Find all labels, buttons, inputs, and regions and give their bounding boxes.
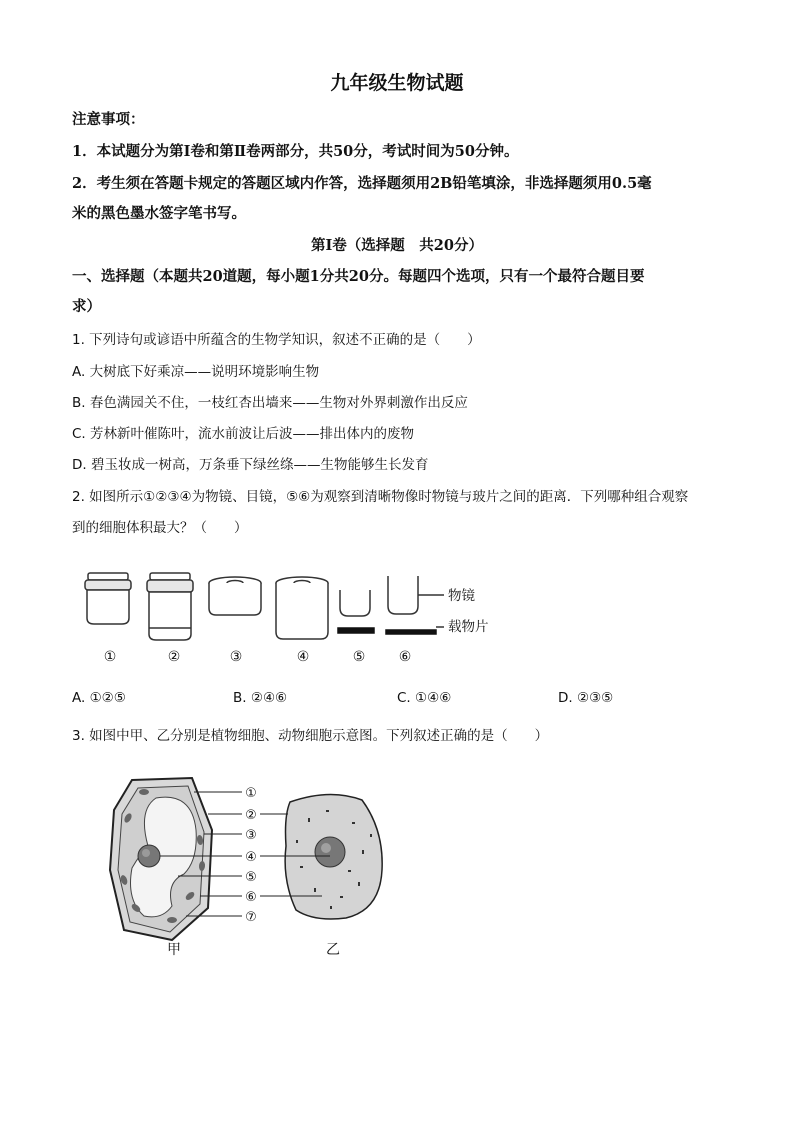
cell-label-1: ① [245, 786, 257, 801]
note-item-1: 1．本试题分为第Ⅰ卷和第Ⅱ卷两部分，共50分，考试时间为50分钟。 [72, 143, 519, 160]
label-objective: 物镜 [448, 588, 475, 604]
animal-cell-label: 乙 [326, 942, 340, 958]
notes-heading: 注意事项： [72, 111, 145, 128]
q1-option-a: A. 大树底下好乘凉——说明环境影响生物 [72, 364, 320, 380]
cell-label-6: ⑥ [245, 890, 257, 905]
q2-option-b: B. ②④⑥ [233, 690, 288, 706]
q1-option-c: C. 芳林新叶催陈叶，流水前波让后波——排出体内的废物 [72, 426, 415, 442]
lens-4 [276, 577, 328, 639]
section-instructions-line-2: 求） [72, 298, 101, 315]
lens-label-2: ② [167, 649, 181, 665]
animal-cell [285, 794, 382, 919]
cell-label-2: ② [245, 808, 257, 823]
section-instructions-line-1: 一、选择题（本题共20道题，每小题1分共20分。每题四个选项，只有一个最符合题目要 [72, 268, 645, 285]
q2-stem-line-2: 到的细胞体积最大？（ ） [72, 520, 248, 536]
plant-cell-label: 甲 [167, 942, 181, 958]
section-title: 第Ⅰ卷（选择题 共20分） [311, 237, 483, 254]
note-item-2-line-2: 米的黑色墨水签字笔书写。 [72, 205, 246, 222]
distance-5 [338, 590, 374, 633]
cell-diagram-figure [100, 770, 400, 960]
distance-6 [386, 576, 444, 634]
lens-label-4: ④ [296, 649, 310, 665]
cell-label-4: ④ [245, 850, 257, 865]
cell-label-3: ③ [245, 828, 257, 843]
note-item-2-line-1: 2．考生须在答题卡规定的答题区域内作答，选择题须用2B铅笔填涂，非选择题须用0.5毫 [72, 175, 652, 192]
q1-stem: 1. 下列诗句或谚语中所蕴含的生物学知识，叙述不正确的是（ ） [72, 332, 481, 348]
lens-2 [147, 573, 193, 640]
lens-label-1: ① [103, 649, 117, 665]
lens-label-5: ⑤ [352, 649, 366, 665]
q1-option-d: D. 碧玉妆成一树高，万条垂下绿丝绦——生物能够生长发育 [72, 457, 429, 473]
lens-label-3: ③ [229, 649, 243, 665]
page-title: 九年级生物试题 [330, 72, 464, 94]
q3-stem: 3. 如图中甲、乙分别是植物细胞、动物细胞示意图。下列叙述正确的是（ ） [72, 728, 549, 744]
q2-option-c: C. ①④⑥ [397, 690, 452, 706]
cell-label-7: ⑦ [245, 910, 257, 925]
microscope-lenses-figure [78, 568, 508, 670]
lens-label-6: ⑥ [398, 649, 412, 665]
lens-1 [85, 573, 131, 624]
q2-option-a: A. ①②⑤ [72, 690, 126, 706]
q2-stem-line-1: 2. 如图所示①②③④为物镜、目镜，⑤⑥为观察到清晰物像时物镜与玻片之间的距离．下列哪种组合观察 [72, 489, 689, 505]
cell-label-5: ⑤ [245, 870, 257, 885]
q1-option-b: B. 春色满园关不住，一枝红杏出墙来——生物对外界刺激作出反应 [72, 395, 468, 411]
q2-option-d: D. ②③⑤ [558, 690, 614, 706]
label-slide: 载物片 [448, 619, 489, 635]
lens-3 [209, 577, 261, 615]
